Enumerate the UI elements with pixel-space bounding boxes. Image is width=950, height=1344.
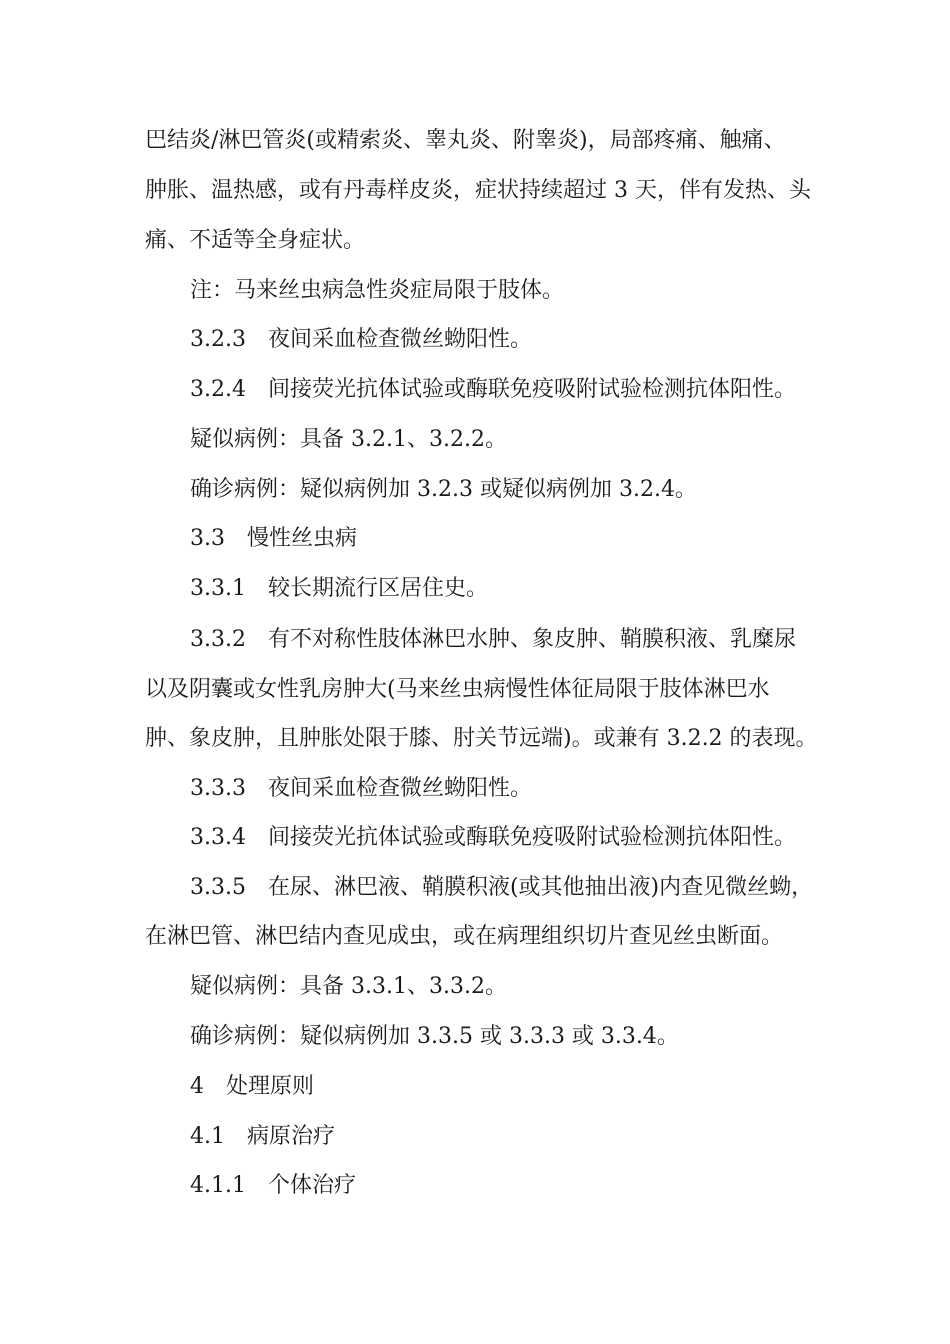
clause-3-3-3: 3.3.3 夜间采血检查微丝蚴阳性。	[190, 776, 532, 801]
suspected-case-line: 疑似病例：具备 3.2.1、3.2.2。	[190, 427, 507, 452]
text-line: 巴结炎/淋巴管炎(或精索炎、睾丸炎、附睾炎)，局部疼痛、触痛、	[145, 128, 786, 153]
section-heading-4-1-1: 4.1.1 个体治疗	[190, 1173, 356, 1198]
section-heading-4-1: 4.1 病原治疗	[190, 1124, 335, 1149]
suspected-case-line: 疑似病例：具备 3.3.1、3.3.2。	[190, 974, 507, 999]
text-line: 在淋巴管、淋巴结内查见成虫，或在病理组织切片查见丝虫断面。	[145, 924, 784, 949]
confirmed-case-line: 确诊病例：疑似病例加 3.2.3 或疑似病例加 3.2.4。	[190, 477, 697, 502]
text-line: 肿、象皮肿，且肿胀处限于膝、肘关节远端)。或兼有 3.2.2 的表现。	[145, 726, 818, 751]
clause-3-3-1: 3.3.1 较长期流行区居住史。	[190, 576, 488, 601]
clause-3-3-2: 3.3.2 有不对称性肢体淋巴水肿、象皮肿、鞘膜积液、乳糜尿	[190, 627, 796, 652]
clause-3-3-4: 3.3.4 间接荧光抗体试验或酶联免疫吸附试验检测抗体阳性。	[190, 825, 796, 850]
section-heading-3-3: 3.3 慢性丝虫病	[190, 526, 357, 551]
confirmed-case-line: 确诊病例：疑似病例加 3.3.5 或 3.3.3 或 3.3.4。	[190, 1024, 679, 1049]
section-heading-4: 4 处理原则	[190, 1074, 314, 1099]
text-line: 肿胀、温热感，或有丹毒样皮炎，症状持续超过 3 天，伴有发热、头	[145, 178, 811, 203]
clause-3-2-3: 3.2.3 夜间采血检查微丝蚴阳性。	[190, 327, 532, 352]
clause-3-2-4: 3.2.4 间接荧光抗体试验或酶联免疫吸附试验检测抗体阳性。	[190, 377, 796, 402]
clause-3-3-5: 3.3.5 在尿、淋巴液、鞘膜积液(或其他抽出液)内查见微丝蚴，	[190, 875, 814, 900]
text-line: 以及阴囊或女性乳房肿大(马来丝虫病慢性体征局限于肢体淋巴水	[145, 677, 770, 702]
text-line: 痛、不适等全身症状。	[145, 228, 366, 253]
note-line: 注：马来丝虫病急性炎症局限于肢体。	[190, 278, 565, 303]
